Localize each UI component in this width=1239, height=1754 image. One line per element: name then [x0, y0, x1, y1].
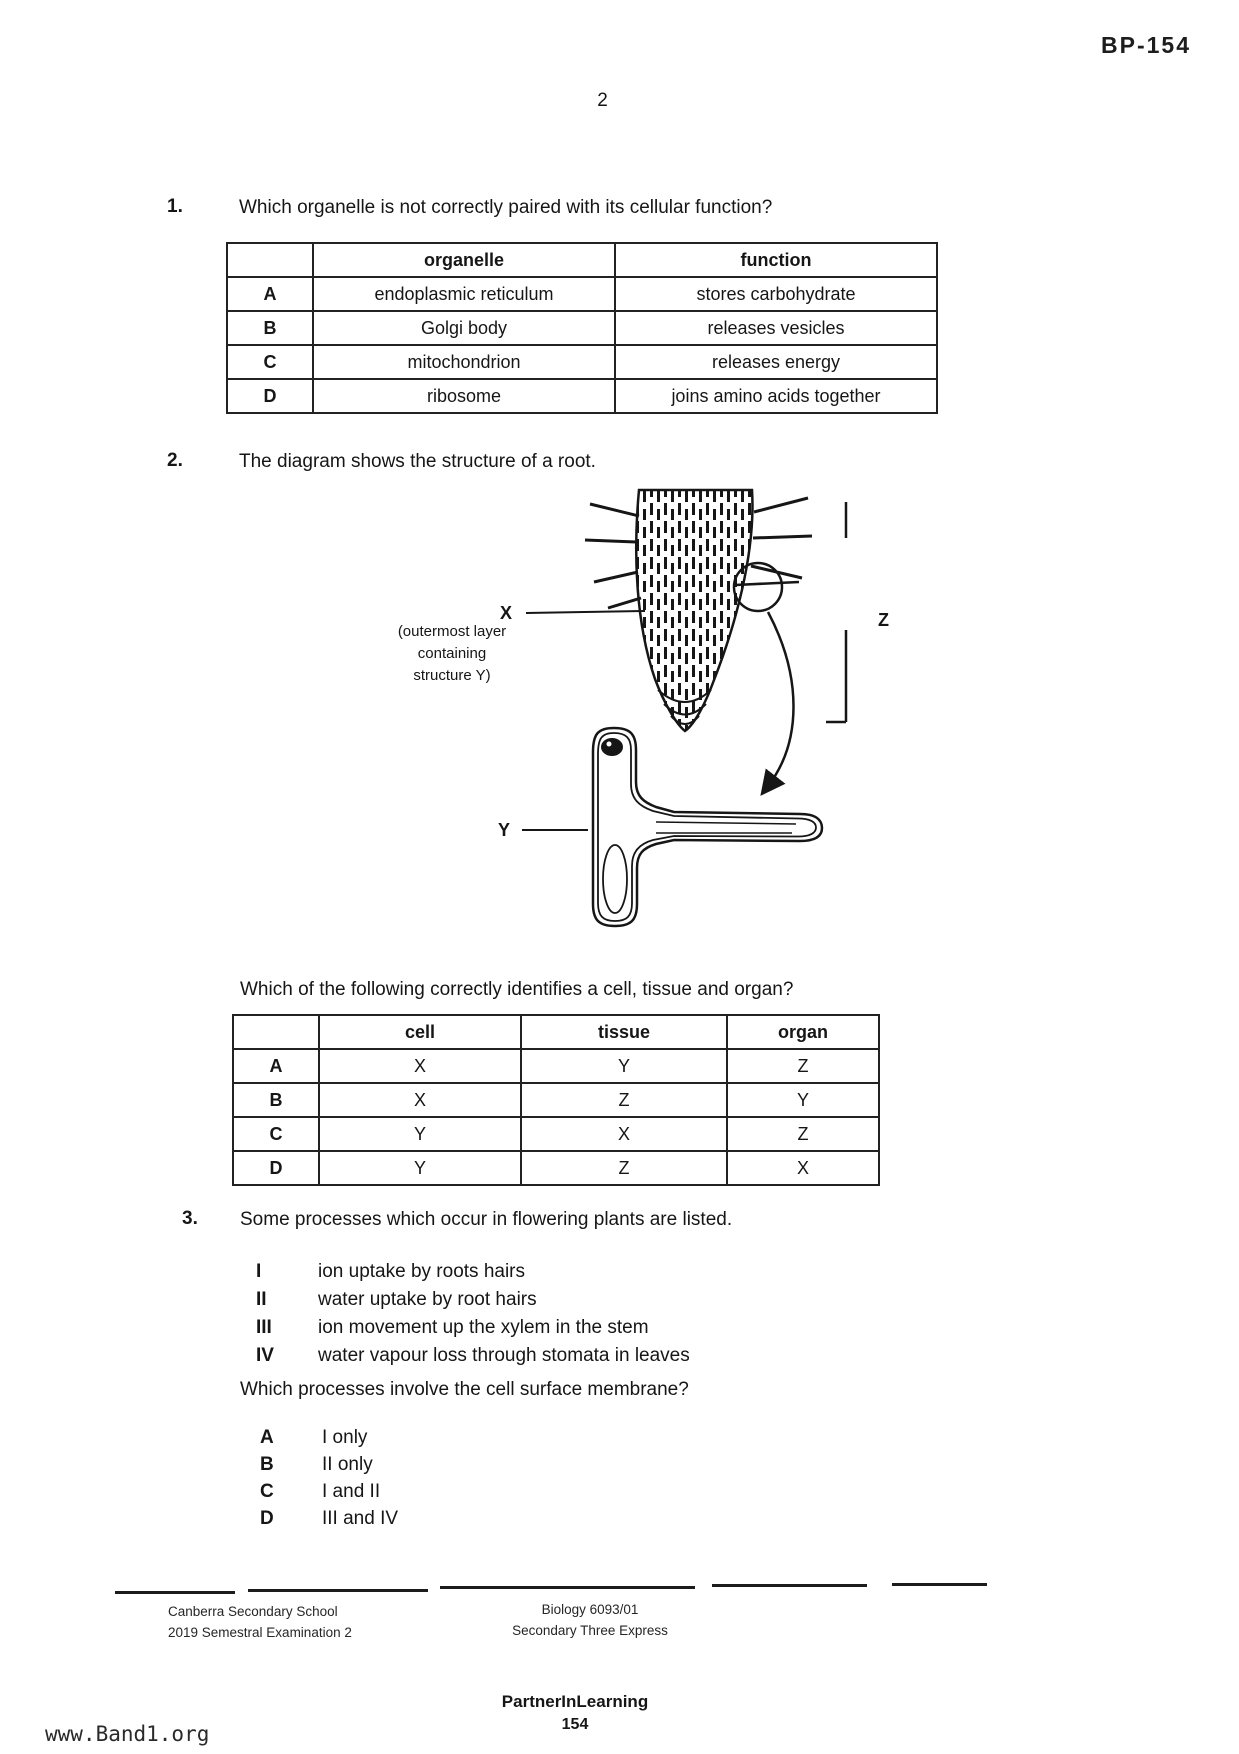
question-2-subquestion: Which of the following correctly identifies a cell, tissue and organ? [240, 979, 794, 1000]
list-item-numeral: IV [256, 1345, 274, 1366]
q2-row-b-cell: X [319, 1083, 521, 1117]
root-structure-diagram [340, 484, 950, 959]
option-letter: D [260, 1508, 274, 1529]
root-tip-outline [636, 490, 752, 731]
q2-row-a-label: A [233, 1049, 319, 1083]
q2-row-d-label: D [233, 1151, 319, 1185]
footer-rule-segment [115, 1591, 235, 1594]
question-2 [167, 450, 1107, 474]
question-2-number: 2. [167, 450, 183, 471]
list-item-text: ion uptake by roots hairs [318, 1261, 526, 1282]
q3-process-list [256, 1258, 1016, 1370]
q2-row-b-tissue: Z [521, 1083, 727, 1117]
q2-table-row-c [233, 1117, 879, 1151]
doc-code: BP-154 [1101, 32, 1191, 58]
q1-row-d-label: D [227, 379, 313, 413]
option-text: III and IV [322, 1508, 399, 1529]
q2-header-tissue: tissue [521, 1015, 727, 1049]
q1-header-blank [227, 243, 313, 277]
q2-table-row-b [233, 1083, 879, 1117]
q1-row-c-label: C [227, 345, 313, 379]
q1-row-c-function: releases energy [615, 345, 937, 379]
footer-subject-block [460, 1599, 720, 1641]
question-1 [167, 196, 1107, 220]
diagram-label-y: Y [498, 820, 511, 840]
q1-header-organelle: organelle [313, 243, 615, 277]
q1-table [226, 242, 938, 414]
q2-row-c-cell: Y [319, 1117, 521, 1151]
cell-nucleus [601, 738, 623, 756]
q2-header-blank [233, 1015, 319, 1049]
zoom-arrow [768, 612, 794, 786]
list-item [256, 1314, 1016, 1342]
q2-row-c-label: C [233, 1117, 319, 1151]
q1-row-a-label: A [227, 277, 313, 311]
footer-brand-page: 154 [561, 1716, 589, 1733]
question-1-text: Which organelle is not correctly paired with its cellular function? [239, 197, 773, 218]
q2-table-row-a [233, 1049, 879, 1083]
footer-subject-level: Secondary Three Express [512, 1623, 668, 1638]
q1-row-b-function: releases vesicles [615, 311, 937, 345]
question-3-text: Some processes which occur in flowering plants are listed. [240, 1209, 733, 1230]
footer-school-name: Canberra Secondary School [168, 1604, 338, 1619]
q2-table [232, 1014, 880, 1186]
q2-table-header-row [233, 1015, 879, 1049]
z-bracket [826, 502, 846, 722]
watermark-url: www.Band1.org [45, 1722, 210, 1746]
footer-subject-code: Biology 6093/01 [541, 1602, 639, 1617]
root-hair-cell-outer-wall [593, 728, 822, 926]
question-3-number: 3. [182, 1208, 198, 1229]
x-note-line2: containing [417, 645, 487, 662]
diagram-label-x: X [500, 603, 513, 623]
x-note-line3: structure Y) [413, 667, 491, 684]
q2-header-organ: organ [727, 1015, 879, 1049]
list-item [256, 1258, 1016, 1286]
x-note-line1: (outermost layer [397, 623, 507, 640]
list-item-numeral: II [256, 1289, 267, 1310]
q2-row-a-organ: Z [727, 1049, 879, 1083]
q2-row-d-tissue: Z [521, 1151, 727, 1185]
q2-row-b-organ: Y [727, 1083, 879, 1117]
x-pointer-line [526, 611, 645, 613]
footer-exam-name: 2019 Semestral Examination 2 [168, 1625, 352, 1640]
question-2-text: The diagram shows the structure of a root. [239, 451, 596, 472]
q2-table-row-d [233, 1151, 879, 1185]
footer-brand: PartnerInLearning [501, 1692, 649, 1711]
q1-header-function: function [615, 243, 937, 277]
footer-rule-segment [440, 1586, 695, 1589]
option-c [260, 1478, 860, 1505]
question-1-number: 1. [167, 196, 183, 217]
q1-table-row-b [227, 311, 937, 345]
option-letter: C [260, 1481, 274, 1502]
q2-row-d-organ: X [727, 1151, 879, 1185]
option-text: II only [322, 1454, 373, 1475]
q1-row-c-organelle: mitochondrion [313, 345, 615, 379]
q1-row-b-label: B [227, 311, 313, 345]
q1-table-row-c [227, 345, 937, 379]
option-text: I and II [322, 1481, 381, 1502]
list-item-text: water uptake by root hairs [318, 1289, 537, 1310]
option-d [260, 1505, 860, 1532]
q1-row-a-organelle: endoplasmic reticulum [313, 277, 615, 311]
q2-row-c-organ: Z [727, 1117, 879, 1151]
page-number: 2 [597, 90, 608, 111]
q2-row-c-tissue: X [521, 1117, 727, 1151]
q1-row-d-organelle: ribosome [313, 379, 615, 413]
list-item-numeral: I [256, 1261, 262, 1282]
list-item-numeral: III [256, 1317, 272, 1338]
q1-table-row-d [227, 379, 937, 413]
cell-nucleolus [607, 742, 612, 747]
q3-options [260, 1424, 860, 1532]
q1-row-a-function: stores carbohydrate [615, 277, 937, 311]
q1-table-row-a [227, 277, 937, 311]
q2-row-d-cell: Y [319, 1151, 521, 1185]
list-item-text: water vapour loss through stomata in leaves [318, 1345, 690, 1366]
q2-header-cell: cell [319, 1015, 521, 1049]
option-letter: B [260, 1454, 274, 1475]
footer-rule-segment [248, 1589, 428, 1592]
list-item [256, 1286, 1016, 1314]
q1-row-b-organelle: Golgi body [313, 311, 615, 345]
q2-row-b-label: B [233, 1083, 319, 1117]
q1-table-header-row [227, 243, 937, 277]
question-3 [182, 1208, 1122, 1232]
footer-rule-segment [892, 1583, 987, 1586]
q1-row-d-function: joins amino acids together [615, 379, 937, 413]
option-b [260, 1451, 860, 1478]
q2-row-a-tissue: Y [521, 1049, 727, 1083]
q2-row-a-cell: X [319, 1049, 521, 1083]
option-a [260, 1424, 860, 1451]
option-letter: A [260, 1427, 274, 1448]
option-text: I only [322, 1427, 368, 1448]
list-item [256, 1342, 1016, 1370]
footer-rule-segment [712, 1584, 867, 1587]
diagram-label-z: Z [878, 610, 889, 630]
footer-school-block [168, 1601, 352, 1643]
list-item-text: ion movement up the xylem in the stem [318, 1317, 649, 1338]
question-3-subquestion: Which processes involve the cell surface membrane? [240, 1379, 689, 1400]
